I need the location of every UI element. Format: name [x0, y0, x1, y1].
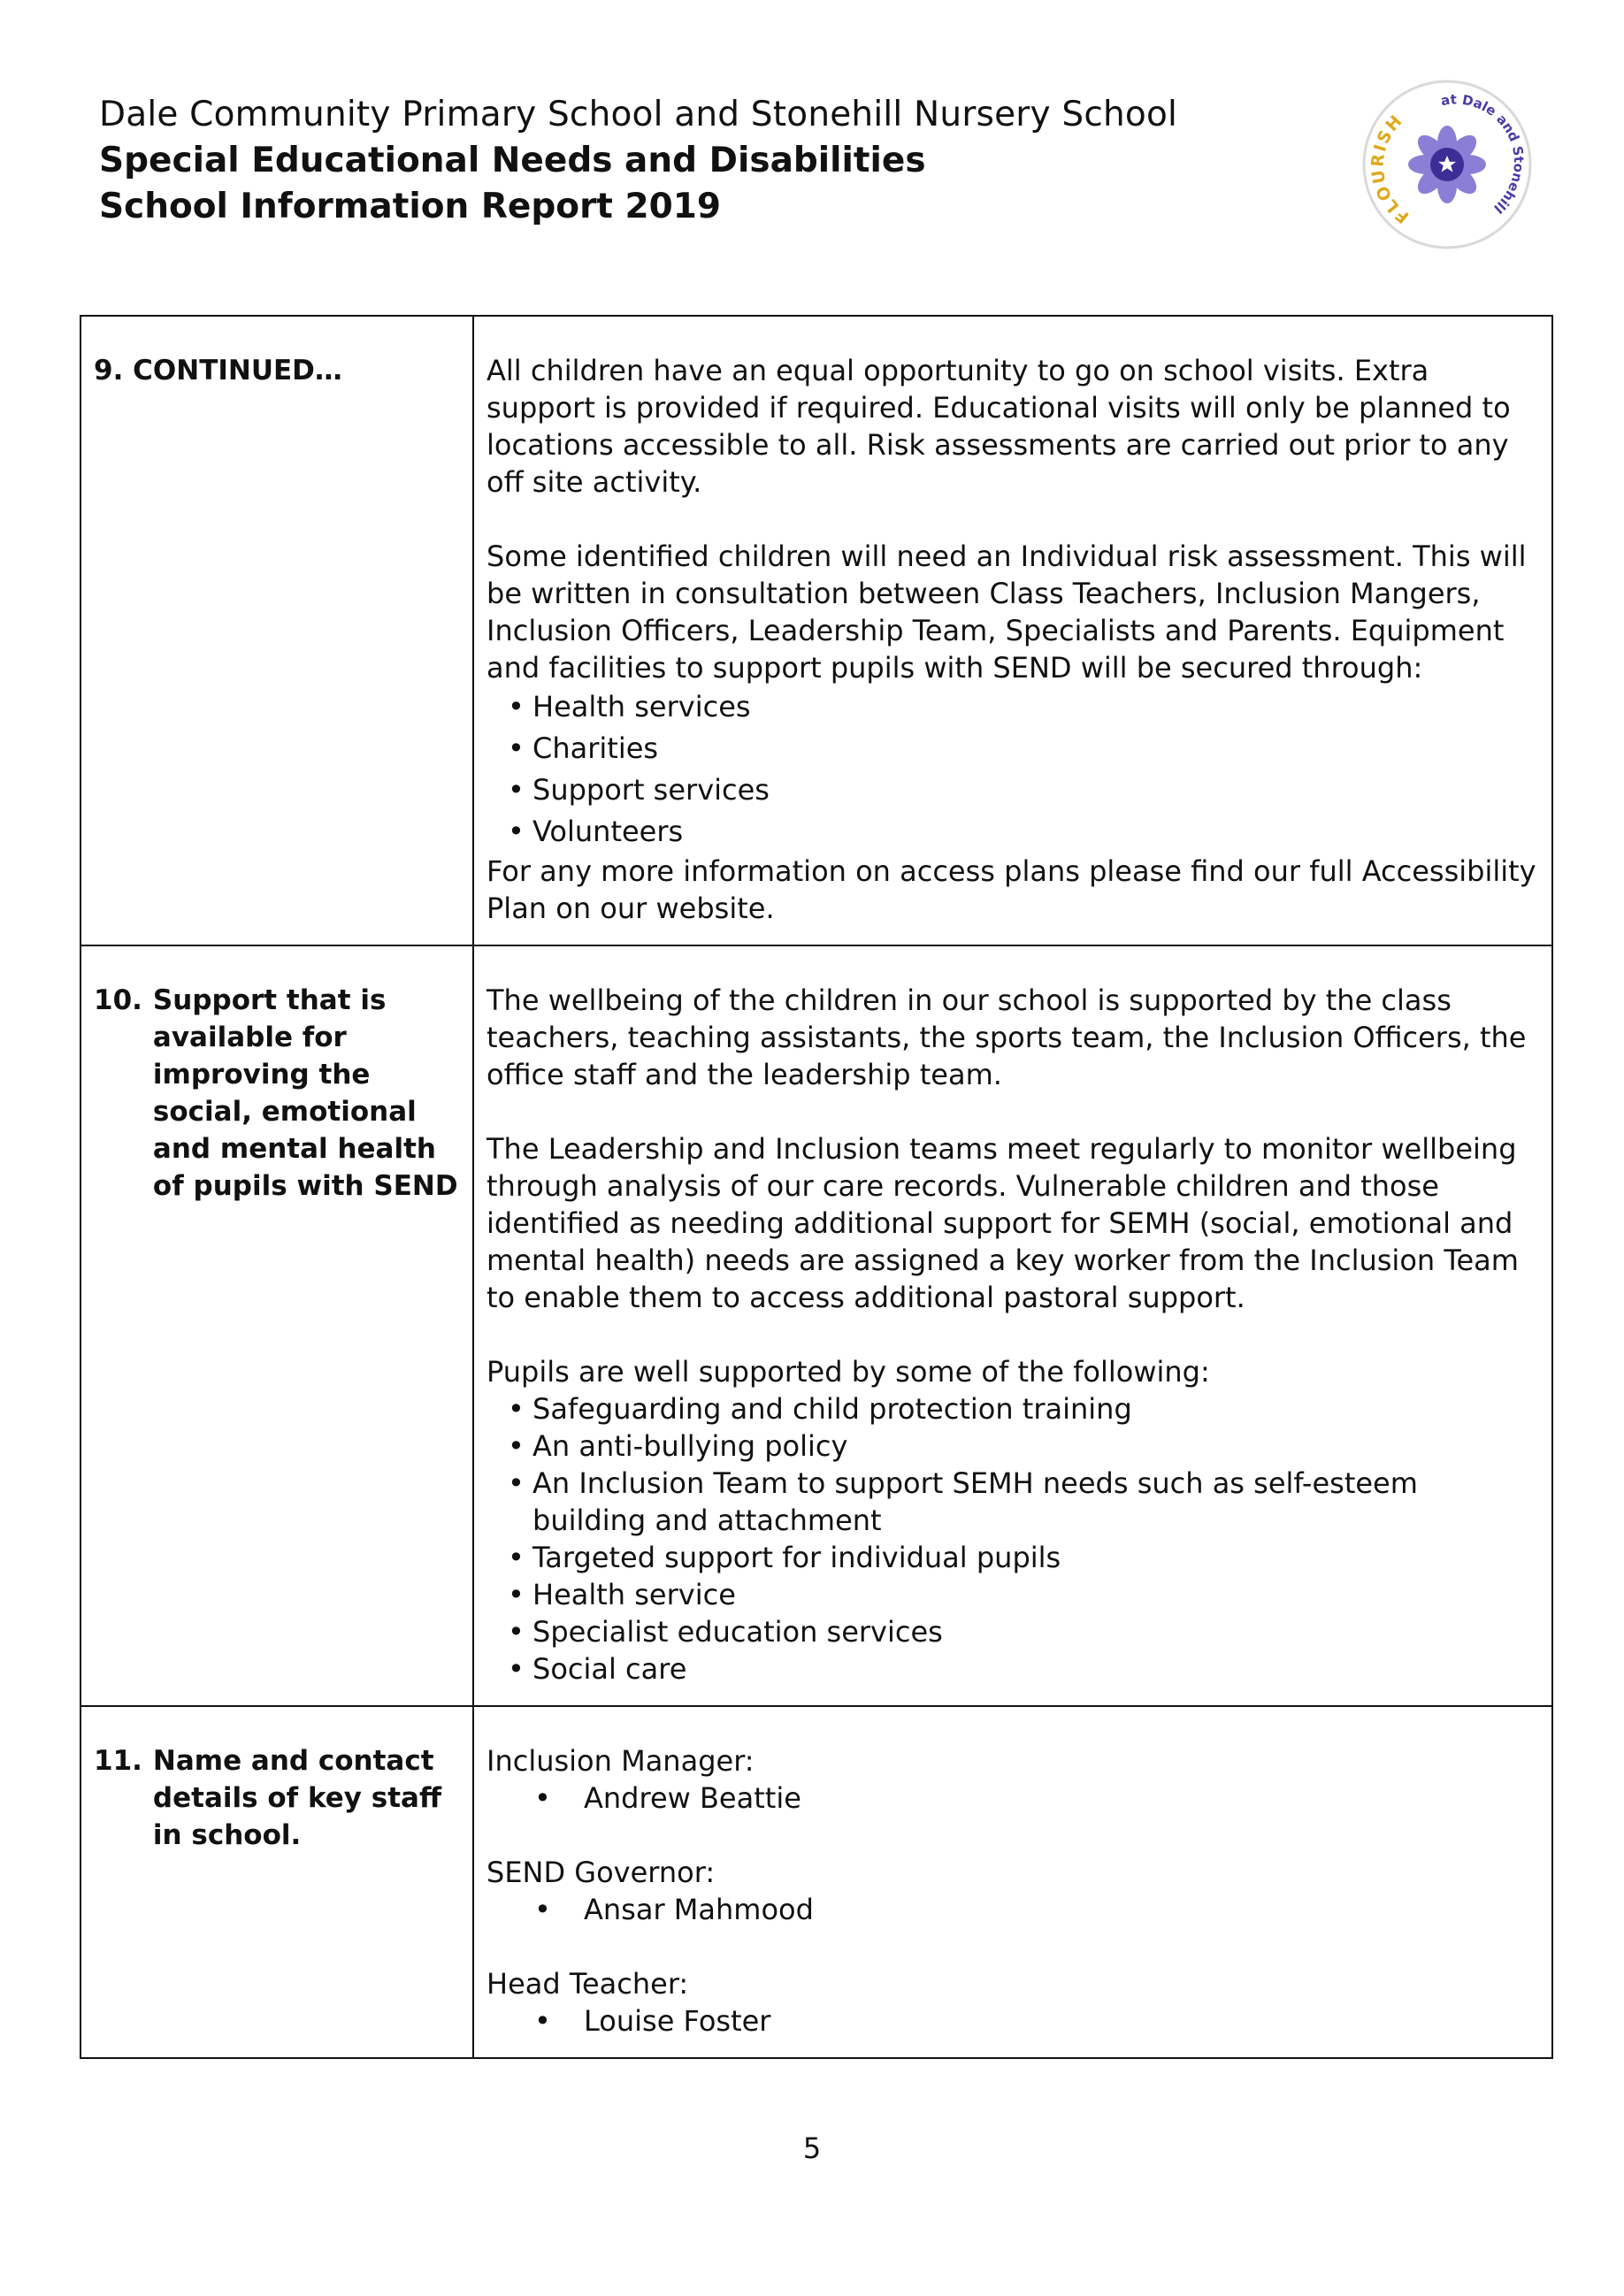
table-row-9 [80, 316, 1552, 945]
staff-list [486, 1779, 1539, 1817]
list-item: • Health services [508, 686, 1539, 728]
list-item: • Safeguarding and child protection training [508, 1390, 1539, 1427]
bullet-list [486, 1390, 1539, 1688]
question-number: 10. [94, 984, 142, 1016]
list-item: • Health service [508, 1576, 1539, 1613]
list-item: • An Inclusion Team to support SEMH needs such as self-esteem building and attachment [508, 1465, 1539, 1539]
flourish-logo [1359, 76, 1536, 253]
answer-paragraph: For any more information on access plans please find our full Accessibility Plan on our website. [486, 854, 1536, 925]
question-number: 9. [94, 355, 124, 386]
logo-small-text: at Dale and Stonehill [1439, 91, 1528, 217]
staff-role: Head Teacher: [486, 1967, 689, 2001]
table-row-11 [80, 1706, 1552, 2058]
list-item: • Volunteers [508, 811, 1539, 853]
question-text: Name and contact details of key staff in school. [152, 1745, 442, 1851]
list-item: • Charities [508, 728, 1539, 769]
answer-cell-10 [473, 945, 1552, 1706]
table-row-10 [80, 945, 1552, 1706]
answer-paragraph: All children have an equal opportunity to go on school visits. Extra support is provided if required. Educational visits will only be planned to locations accessible to all. Risk assessments are carried out prior to any off site activity. [486, 354, 1511, 499]
logo-word: FLOURISH [1367, 110, 1413, 227]
staff-name: • Ansar Mahmood [534, 1891, 1539, 1928]
answer-paragraph: Pupils are well supported by some of the following: [486, 1355, 1210, 1389]
question-text: CONTINUED… [133, 355, 342, 386]
question-cell-9 [80, 316, 473, 945]
list-item: • Support services [508, 769, 1539, 811]
document-title: Special Educational Needs and Disabilities [99, 141, 926, 180]
question-text: Support that is available for improving the social, emotional and mental health of pupils with SEND [152, 984, 458, 1202]
staff-role: Inclusion Manager: [486, 1744, 755, 1778]
page-number: 5 [802, 2131, 822, 2165]
bullet-list [486, 686, 1539, 853]
answer-paragraph: The Leadership and Inclusion teams meet regularly to monitor wellbeing through analysis of our care records. Vulnerable children and those identified as needing additional support for SEMH (social, emotional and mental health) needs are assigned a key worker from the Inclusion Team to enable them to access additional pastoral support. [486, 1132, 1519, 1314]
question-number: 11. [94, 1745, 142, 1777]
school-name: Dale Community Primary School and Stonehill Nursery School [99, 95, 1178, 134]
list-item: • Targeted support for individual pupils [508, 1539, 1539, 1576]
list-item: • Social care [508, 1650, 1539, 1688]
staff-list [486, 1891, 1539, 1928]
answer-paragraph: The wellbeing of the children in our school is supported by the class teachers, teaching assistants, the sports team, the Inclusion Officers, the office staff and the leadership team. [486, 983, 1527, 1091]
staff-name: • Andrew Beattie [534, 1779, 1539, 1817]
staff-name: • Louise Foster [534, 2002, 1539, 2040]
answer-cell-11 [473, 1706, 1552, 2058]
answer-paragraph: Some identified children will need an Individual risk assessment. This will be written in consultation between Class Teachers, Inclusion Mangers, Inclusion Officers, Leadership Team, Specialists and Parents. Equipment and facilities to support pupils with SEND will be secured through: [486, 540, 1527, 685]
list-item: • An anti-bullying policy [508, 1427, 1539, 1465]
question-cell-11 [80, 1706, 473, 2058]
question-cell-10 [80, 945, 473, 1706]
document-subtitle: School Information Report 2019 [99, 187, 722, 226]
page-header [99, 92, 1337, 230]
staff-role: SEND Governor: [486, 1856, 716, 1889]
list-item: • Specialist education services [508, 1613, 1539, 1650]
answer-cell-9 [473, 316, 1552, 945]
flower-icon [1408, 126, 1486, 203]
staff-list [486, 2002, 1539, 2040]
send-report-table [80, 315, 1553, 2059]
